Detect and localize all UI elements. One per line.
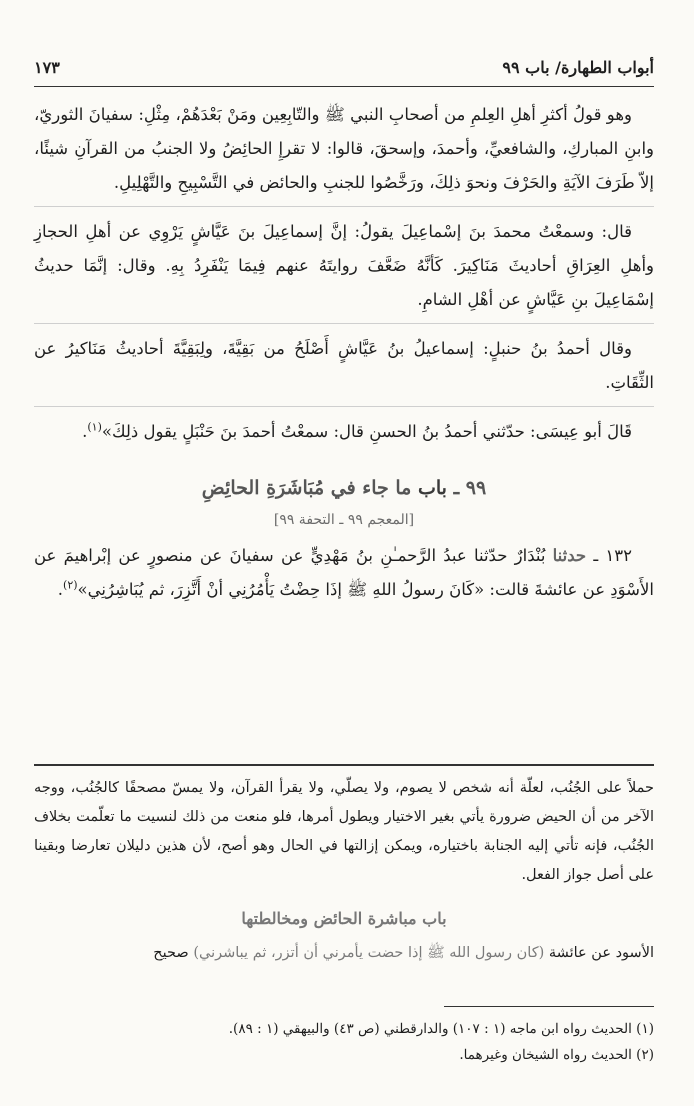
footnotes <box>34 1016 654 1068</box>
commentary-divider <box>34 764 654 766</box>
commentary-grade: صحيح <box>153 945 189 961</box>
footnote-2: (٢) الحديث رواه الشيخان وغيرهما. <box>459 1047 654 1063</box>
header-title: أبواب الطهارة/ باب ٩٩ <box>502 58 654 77</box>
footnote-divider <box>444 1006 654 1007</box>
hadith-132 <box>34 539 654 607</box>
paragraph-bukhari-on-ismail: قال: وسمعْتُ محمدَ بنَ إسْماعِيلَ يقولُ: إنَّ إسماعِيلَ بنَ عَيَّاشٍ يَرْوِي عن أهلِ الحجازِ وأهلِ العِرَاقِ أحاديثَ مَنَاكِيرَ. كَأنَّهُ ضَعَّفَ روايتَهُ عنهم فِيمَا يَنْفَرِدُ بِهِ. وقال: إنَّمَا حديثُ إسْمَاعِيلَ بنِ عَيَّاشٍ عن أهْلِ الشامِ. <box>34 222 654 309</box>
chapter-bab-word: باب <box>417 477 447 499</box>
commentary-paragraph: حملاً على الجُنُب، لعلّة أنه شخص لا يصوم، ولا يصلّي، ولا يقرأ القرآن، ولا يمسّ مصحفًا كالجُنُب، ووجه الآخر من أن الحيض ضرورة يأتي بغير الاختيار ويطول أمرها، فلو منعت من ذلك لنسيت ما تعلّمت بخلاف الجُنُب، فإنه تأتي إليه الجنابة باختياره، ويمكن إزالتها في الحال وهو أصح، لأن هذين دليلان تعارضا وبقينا على أصل جواز الفعل. <box>34 780 654 883</box>
header-divider <box>34 86 654 87</box>
page-number: ١٧٣ <box>34 58 60 77</box>
paragraph-end-mark: . <box>82 422 88 441</box>
paragraph-abu-isa-text: قَالَ أبو عِيسَى: حدّثني أحمدُ بنُ الحسنِ قال: سمعْتُ أحمدَ بنَ حَنْبَلٍ يقول ذلِكَ» <box>101 422 632 441</box>
footnote-1: (١) الحديث رواه ابن ماجه (١ : ١٠٧) والدارقطني (ص ٤٣) والبيهقي (١ : ٨٩). <box>228 1021 654 1037</box>
chapter-number: ٩٩ ـ <box>453 477 487 499</box>
main-text <box>34 98 654 613</box>
chapter-title <box>34 471 654 505</box>
paragraph-divider <box>34 406 654 407</box>
footnote-ref-1: (١) <box>87 420 102 434</box>
hadith-text: بُنْدَارٌ حدّثنا عبدُ الرَّحمـٰنِ بنُ مَهْدِيٍّ عن سفيانَ عن منصورٍ عن إبْراهيمَ عن الأَسْوَدِ عن عائشةَ قالت: «كَانَ رسولُ اللهِ ﷺ إذَا حِضْتُ يَأْمُرُنِي أنْ أَتَّزِرَ، ثم يُبَاشِرُنِي» <box>34 546 654 599</box>
commentary-chain: الأسود عن عائشة <box>548 945 654 961</box>
paragraph-divider <box>34 323 654 324</box>
chapter-title-text: ما جاء في مُبَاشَرَةِ الحائِضِ <box>201 477 412 499</box>
hadith-narration-head: حدثنا <box>552 546 587 565</box>
commentary-quote: (كان رسول الله ﷺ إذا حضت يأمرني أن أتزر، ثم يباشرني) <box>193 945 545 961</box>
commentary-section <box>34 774 654 968</box>
hadith-number: ١٣٢ ـ <box>593 546 632 565</box>
paragraph-abu-isa <box>34 415 654 449</box>
commentary-title: باب مباشرة الحائض ومخالطتها <box>241 909 447 928</box>
paragraph-divider <box>34 206 654 207</box>
running-header <box>34 58 654 77</box>
hadith-end-mark: . <box>57 580 64 599</box>
chapter-index-reference: [المعجم ٩٩ ـ التحفة ٩٩] <box>273 512 415 528</box>
paragraph-scholars-opinion: وهو قولُ أكثرِ أهلِ العِلمِ من أصحابِ النبي ﷺ والتّابِعِين ومَنْ بَعْدَهُمْ، مِثْلِ: سفيانَ الثوريّ، وابنِ المباركِ، والشافعيِّ، وأحمدَ، وإسحقَ، قالوا: لا تقرإِ الحائِضُ ولا الجنبُ من القرآنِ شيئًا، إلاّ طَرَفَ الآيَةِ والحَرْفَ ونحوَ ذلِكَ، ورَخَّصُوا للجنبِ والحائض في التَّسْبِيحِ والتَّهْلِيلِ. <box>34 105 654 192</box>
footnote-ref-2: (٢) <box>63 578 78 592</box>
commentary-hadith-line <box>34 939 654 968</box>
paragraph-ahmad-on-ismail: وقال أحمدُ بنُ حنبلٍ: إسماعيلُ بنُ عَيَّاشٍ أَصْلَحُ من بَقِيَّةَ، ولِبَقِيَّةَ أحاديثُ مَنَاكيرُ عن الثِّقَاتِ. <box>34 339 654 392</box>
